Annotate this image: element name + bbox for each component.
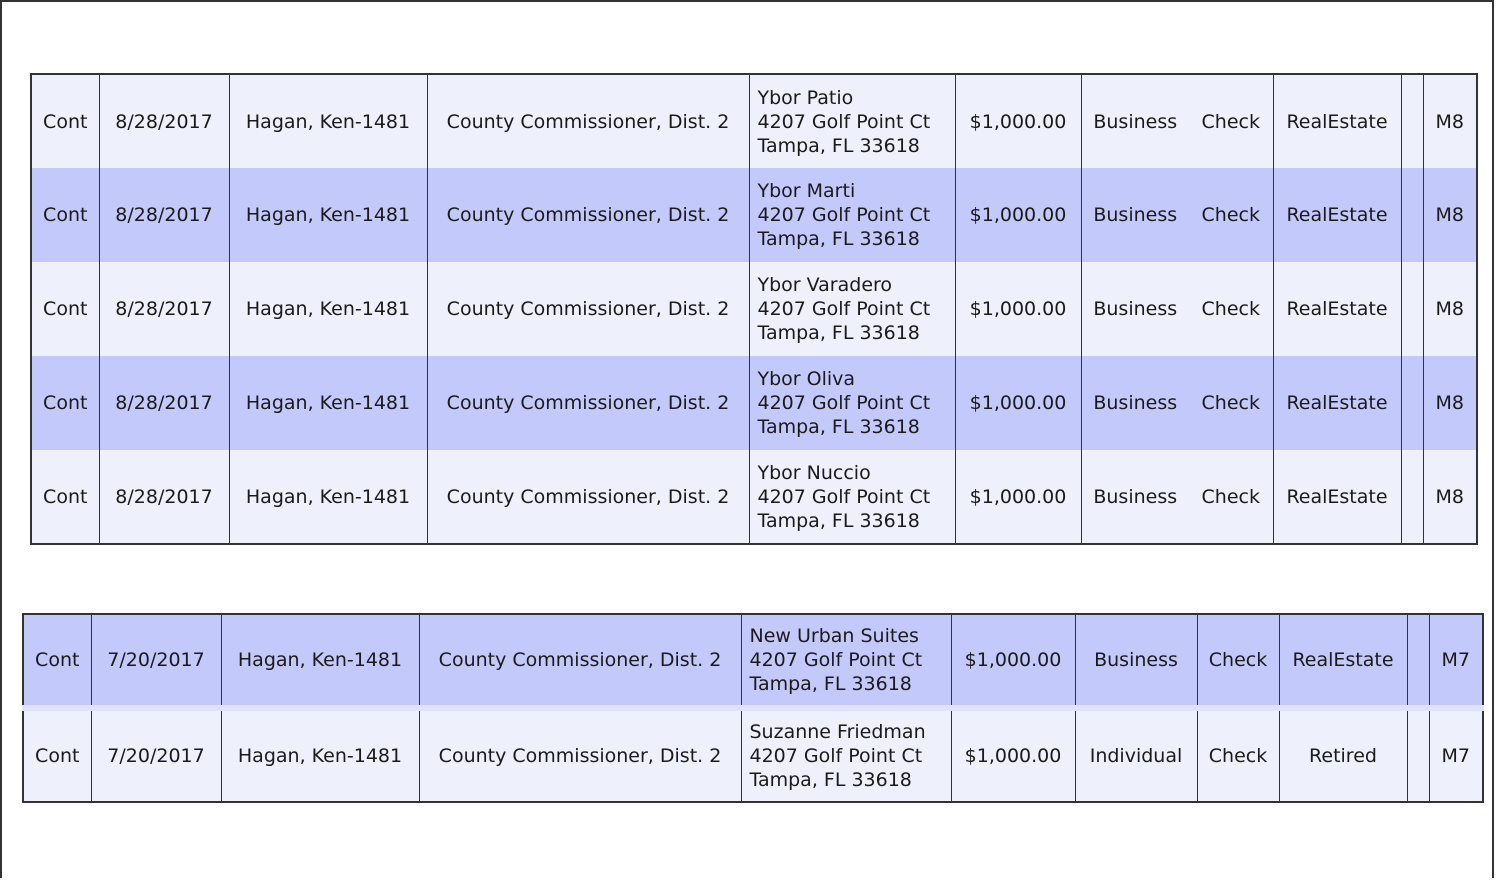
contributor-name: Ybor Patio bbox=[757, 86, 854, 109]
candidate-cell: Hagan, Ken-1481 bbox=[221, 708, 419, 802]
method-cell: Check bbox=[1197, 708, 1279, 802]
candidate-cell: Hagan, Ken-1481 bbox=[229, 262, 427, 356]
report-cell: M7 bbox=[1429, 614, 1483, 708]
method-cell: Check bbox=[1189, 74, 1273, 168]
report-cell: M8 bbox=[1423, 168, 1477, 262]
table-row[interactable] bbox=[31, 262, 1477, 356]
contributor-street: 4207 Golf Point Ct bbox=[757, 204, 931, 226]
office-cell: County Commissioner, Dist. 2 bbox=[427, 168, 749, 262]
type-cell: Cont bbox=[31, 450, 99, 544]
occupation-cell: RealEstate bbox=[1279, 614, 1407, 708]
contributions-table-2 bbox=[22, 613, 1484, 803]
contributor-city: Tampa, FL 33618 bbox=[757, 134, 920, 157]
office-cell: County Commissioner, Dist. 2 bbox=[419, 614, 741, 708]
table-row[interactable] bbox=[23, 614, 1483, 708]
extra-cell bbox=[1401, 168, 1423, 262]
table-row[interactable] bbox=[31, 356, 1477, 450]
contributor-name: Ybor Varadero bbox=[757, 274, 893, 296]
contributor-city: Tampa, FL 33618 bbox=[757, 509, 920, 532]
type-cell: Cont bbox=[31, 262, 99, 356]
office-cell: County Commissioner, Dist. 2 bbox=[427, 450, 749, 544]
amount-cell: $1,000.00 bbox=[955, 74, 1081, 168]
report-cell: M8 bbox=[1423, 356, 1477, 450]
contributor-cell bbox=[741, 708, 951, 802]
occupation-cell: RealEstate bbox=[1273, 74, 1401, 168]
table-row[interactable] bbox=[31, 74, 1477, 168]
amount-cell: $1,000.00 bbox=[951, 614, 1075, 708]
type-cell: Cont bbox=[23, 708, 91, 802]
method-cell: Check bbox=[1197, 614, 1279, 708]
date-cell: 8/28/2017 bbox=[99, 262, 229, 356]
contributor-cell bbox=[749, 356, 955, 450]
contributor-name: Ybor Oliva bbox=[757, 368, 856, 390]
method-cell: Check bbox=[1189, 262, 1273, 356]
candidate-cell: Hagan, Ken-1481 bbox=[229, 450, 427, 544]
contributor-street: 4207 Golf Point Ct bbox=[757, 485, 931, 508]
occupation-cell: RealEstate bbox=[1273, 168, 1401, 262]
report-cell: M8 bbox=[1423, 74, 1477, 168]
extra-cell bbox=[1407, 614, 1429, 708]
contributions-table-1 bbox=[30, 73, 1478, 545]
type-cell: Cont bbox=[23, 614, 91, 708]
category-cell: Individual bbox=[1075, 708, 1197, 802]
contributor-name: Ybor Nuccio bbox=[757, 461, 871, 484]
candidate-cell: Hagan, Ken-1481 bbox=[229, 356, 427, 450]
contributor-cell bbox=[741, 614, 951, 708]
method-cell: Check bbox=[1189, 168, 1273, 262]
occupation-cell: Retired bbox=[1279, 708, 1407, 802]
contributor-street: 4207 Golf Point Ct bbox=[749, 745, 923, 767]
date-cell: 8/28/2017 bbox=[99, 74, 229, 168]
candidate-cell: Hagan, Ken-1481 bbox=[221, 614, 419, 708]
contributor-cell bbox=[749, 450, 955, 544]
amount-cell: $1,000.00 bbox=[955, 168, 1081, 262]
occupation-cell: RealEstate bbox=[1273, 262, 1401, 356]
contributor-cell bbox=[749, 74, 955, 168]
date-cell: 7/20/2017 bbox=[91, 708, 221, 802]
contributor-street: 4207 Golf Point Ct bbox=[757, 298, 931, 320]
contributor-street: 4207 Golf Point Ct bbox=[757, 392, 931, 414]
date-cell: 8/28/2017 bbox=[99, 450, 229, 544]
contributor-street: 4207 Golf Point Ct bbox=[757, 110, 931, 133]
amount-cell: $1,000.00 bbox=[951, 708, 1075, 802]
occupation-cell: RealEstate bbox=[1273, 450, 1401, 544]
category-cell: Business bbox=[1081, 450, 1189, 544]
extra-cell bbox=[1401, 356, 1423, 450]
table-row[interactable] bbox=[23, 708, 1483, 802]
extra-cell bbox=[1401, 74, 1423, 168]
category-cell: Business bbox=[1081, 168, 1189, 262]
office-cell: County Commissioner, Dist. 2 bbox=[419, 708, 741, 802]
table-row[interactable] bbox=[31, 450, 1477, 544]
contributor-city: Tampa, FL 33618 bbox=[757, 416, 920, 438]
contributor-name: Suzanne Friedman bbox=[749, 721, 926, 743]
office-cell: County Commissioner, Dist. 2 bbox=[427, 356, 749, 450]
contributor-cell bbox=[749, 168, 955, 262]
date-cell: 8/28/2017 bbox=[99, 356, 229, 450]
date-cell: 7/20/2017 bbox=[91, 614, 221, 708]
type-cell: Cont bbox=[31, 168, 99, 262]
contributor-city: Tampa, FL 33618 bbox=[757, 228, 920, 250]
method-cell: Check bbox=[1189, 450, 1273, 544]
extra-cell bbox=[1401, 450, 1423, 544]
occupation-cell: RealEstate bbox=[1273, 356, 1401, 450]
contributor-name: Ybor Marti bbox=[757, 180, 856, 202]
contributor-name: New Urban Suites bbox=[749, 625, 919, 647]
type-cell: Cont bbox=[31, 74, 99, 168]
extra-cell bbox=[1407, 708, 1429, 802]
candidate-cell: Hagan, Ken-1481 bbox=[229, 168, 427, 262]
contributor-city: Tampa, FL 33618 bbox=[749, 769, 912, 791]
type-cell: Cont bbox=[31, 356, 99, 450]
date-cell: 8/28/2017 bbox=[99, 168, 229, 262]
method-cell: Check bbox=[1189, 356, 1273, 450]
report-cell: M7 bbox=[1429, 708, 1483, 802]
category-cell: Business bbox=[1081, 262, 1189, 356]
category-cell: Business bbox=[1075, 614, 1197, 708]
amount-cell: $1,000.00 bbox=[955, 450, 1081, 544]
contributor-city: Tampa, FL 33618 bbox=[749, 673, 912, 695]
contributor-street: 4207 Golf Point Ct bbox=[749, 649, 923, 671]
candidate-cell: Hagan, Ken-1481 bbox=[229, 74, 427, 168]
contributor-cell bbox=[749, 262, 955, 356]
category-cell: Business bbox=[1081, 356, 1189, 450]
office-cell: County Commissioner, Dist. 2 bbox=[427, 74, 749, 168]
extra-cell bbox=[1401, 262, 1423, 356]
amount-cell: $1,000.00 bbox=[955, 262, 1081, 356]
report-cell: M8 bbox=[1423, 262, 1477, 356]
report-cell: M8 bbox=[1423, 450, 1477, 544]
contributor-city: Tampa, FL 33618 bbox=[757, 322, 920, 344]
category-cell: Business bbox=[1081, 74, 1189, 168]
table-row[interactable] bbox=[31, 168, 1477, 262]
amount-cell: $1,000.00 bbox=[955, 356, 1081, 450]
office-cell: County Commissioner, Dist. 2 bbox=[427, 262, 749, 356]
